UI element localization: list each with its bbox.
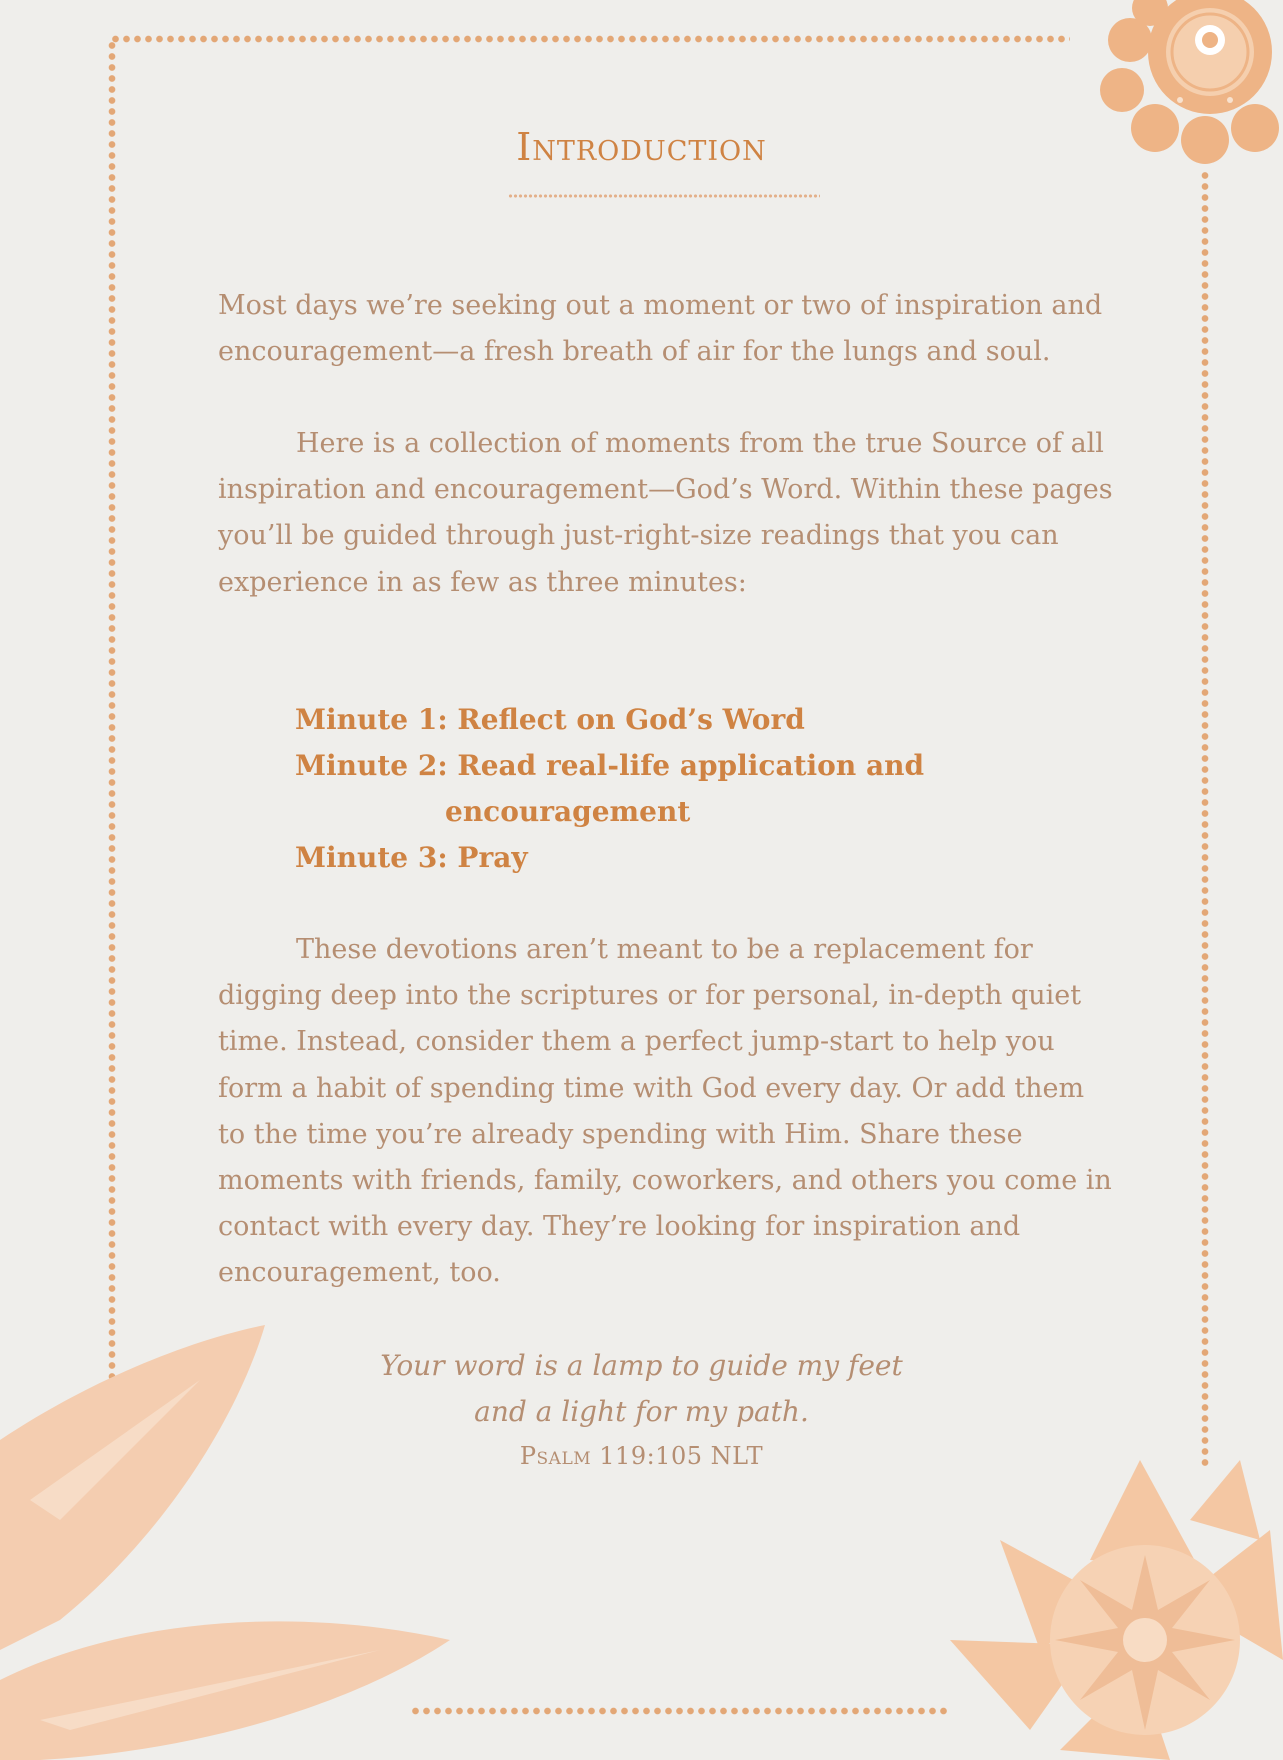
dotted-border-right: [1200, 170, 1210, 1470]
minute-item: [295, 743, 1075, 835]
minute-item: [295, 697, 1075, 743]
scripture-verse: [0, 1343, 1283, 1435]
dotted-border-left: [107, 40, 117, 1380]
minute-text: Read real-life application and: [457, 749, 925, 782]
dotted-border-top: [110, 34, 1070, 44]
intro-paragraph-1: Most days we’re seeking out a moment or two of inspiration and encouragement—a fresh breath of air for the lungs and soul.: [218, 290, 1103, 368]
verse-line-2: and a light for my path.: [474, 1395, 809, 1428]
minutes-list: [295, 697, 1075, 881]
verse-line-1: Your word is a lamp to guide my feet: [380, 1349, 903, 1382]
dotted-border-bottom: [410, 1706, 950, 1716]
verse-reference: Psalm 119:105 NLT: [519, 1442, 764, 1470]
page-title: Introduction: [516, 125, 767, 169]
minute-label: Minute 3:: [295, 841, 448, 874]
minute-text: Pray: [457, 841, 528, 874]
minute-text-continuation: encouragement: [445, 795, 691, 828]
flower-bottom-right-decoration: [940, 1450, 1283, 1760]
intro-paragraph-2: Here is a collection of moments from the true Source of all inspiration and encouragement—God’s Word. Within these pages you’ll be guided through just-right-size readings that you can experience in as few as three minutes:: [218, 428, 1113, 598]
intro-paragraph-3: These devotions aren’t meant to be a replacement for digging deep into the scriptures or for personal, in-depth quiet time. Instead, consider them a perfect jump-start to help you form a habit of spending time with God every day. Or add them to the time you’re already spending with Him. Share these moments with friends, family, coworkers, and others you come in contact with every day. They’re looking for inspiration and encouragement, too.: [218, 934, 1112, 1289]
minute-text: Reflect on God’s Word: [457, 703, 805, 736]
minute-label: Minute 1:: [295, 703, 448, 736]
minute-item: [295, 835, 1075, 881]
title-dotted-rule: [508, 194, 820, 198]
minute-label: Minute 2:: [295, 749, 448, 782]
